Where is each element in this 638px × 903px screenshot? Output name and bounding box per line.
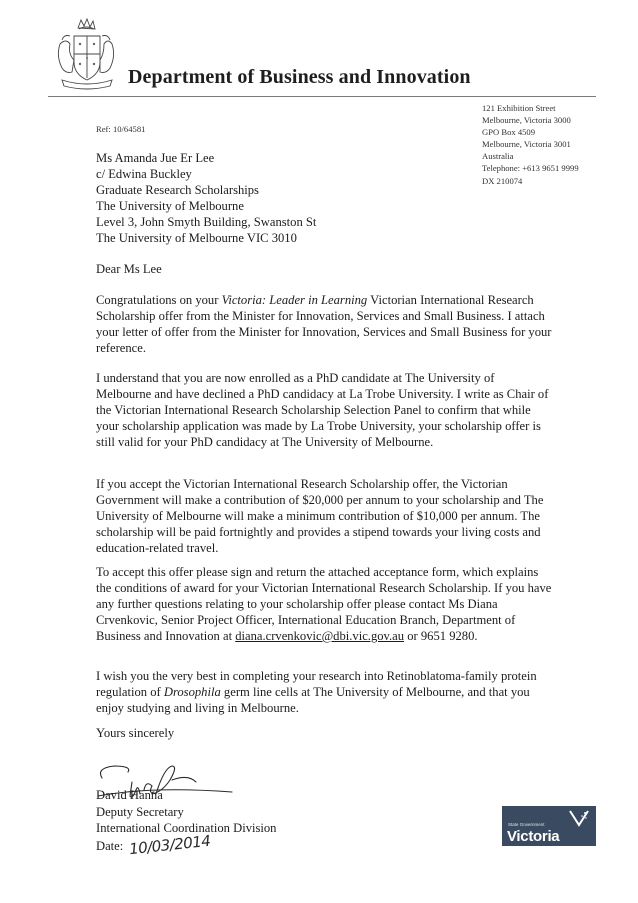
recipient-line: The University of Melbourne VIC 3010 [96,231,297,245]
paragraph-contribution: If you accept the Victorian International Research Scholarship offer, the Victorian Government will make a contribution of $20,000 per annum to your scholarship and The University of Melbourne will make a minimum contribution of $10,000 per annum. The scholarship will be paid fortnightly and provides a stipend towards your living costs and education-related travel. [96,477,544,555]
department-title: Department of Business and Innovation [128,66,471,88]
recipient-line: Ms Amanda Jue Er Lee [96,151,215,165]
logo-subtitle: State Government [508,822,545,827]
handwritten-date: 10/03/2014 [128,831,212,859]
reference-number: Ref: 10/64581 [96,124,146,134]
logo-name: Victoria [507,828,560,845]
paragraph-text: germ line cells at The University of Melbourne, and that you enjoy studying and living in Melbourne. [96,685,530,715]
recipient-address [96,150,316,246]
victoria-logo-icon [502,806,596,846]
address-line: GPO Box 4509 [482,127,536,138]
recipient-line: The University of Melbourne [96,199,244,213]
paragraph-text: Congratulations on your [96,293,222,307]
address-line: Australia [482,151,514,162]
recipient-line: c/ Edwina Buckley [96,167,192,181]
address-line: Melbourne, Victoria 3000 [482,115,571,126]
address-line: 121 Exhibition Street [482,103,556,113]
date-label: Date: [96,839,124,853]
species-name: Drosophila [163,685,221,699]
paragraph-text: Victorian International Research Scholarship offer from the Minister for Innovation, Services and Small Business. I attach your letter of offer from the Minister for Innovation, Services and Small Business for your reference. [96,293,552,355]
program-name: Victoria: Leader in Learning [221,293,368,307]
address-dx: DX 210074 [482,175,523,186]
signer-title: Deputy Secretary [96,805,184,819]
paragraph-text: I wish you the very best in completing your research into Retinoblatoma-family protein regulation of [96,669,537,699]
office-address [482,102,632,187]
recipient-line: Graduate Research Scholarships [96,183,259,197]
coat-of-arms-icon [48,14,120,90]
address-telephone: Telephone: +613 9651 9999 [482,163,579,174]
salutation: Dear Ms Lee [96,262,162,276]
recipient-line: Level 3, John Smyth Building, Swanston St [96,215,317,229]
paragraph-text: To accept this offer please sign and return the attached acceptance form, which explains the conditions of award for your Victorian International Research Scholarship. If you have any further questions relating to your scholarship offer please contact Ms Diana Crvenkovic, Senior Project Officer, International Education Branch, Department of Business and Innovation at [96,565,552,643]
paragraph-text: or 9651 9280. [404,629,478,643]
signer-name: David Hanna [96,788,163,802]
closing-phrase: Yours sincerely [96,726,175,740]
date-line [96,831,212,859]
paragraph-enrolment: I understand that you are now enrolled as a PhD candidate at The University of Melbourne and have declined a PhD candidacy at La Trobe University. I write as Chair of the Victorian International Research Scholarship Selection Panel to confirm that while your scholarship application was made by La Trobe University, your scholarship offer is still valid for your PhD candidacy at The University of Melbourne. [96,371,549,449]
header-divider [48,96,596,97]
signer-position [96,804,276,836]
paragraph-wishes [96,668,552,716]
paragraph-acceptance [96,564,552,644]
address-line: Melbourne, Victoria 3001 [482,139,571,150]
signer-division: International Coordination Division [96,821,277,835]
contact-email-link[interactable]: diana.crvenkovic@dbi.vic.gov.au [235,629,405,643]
paragraph-congratulations [96,292,552,356]
triangle-mark-icon [568,809,590,827]
